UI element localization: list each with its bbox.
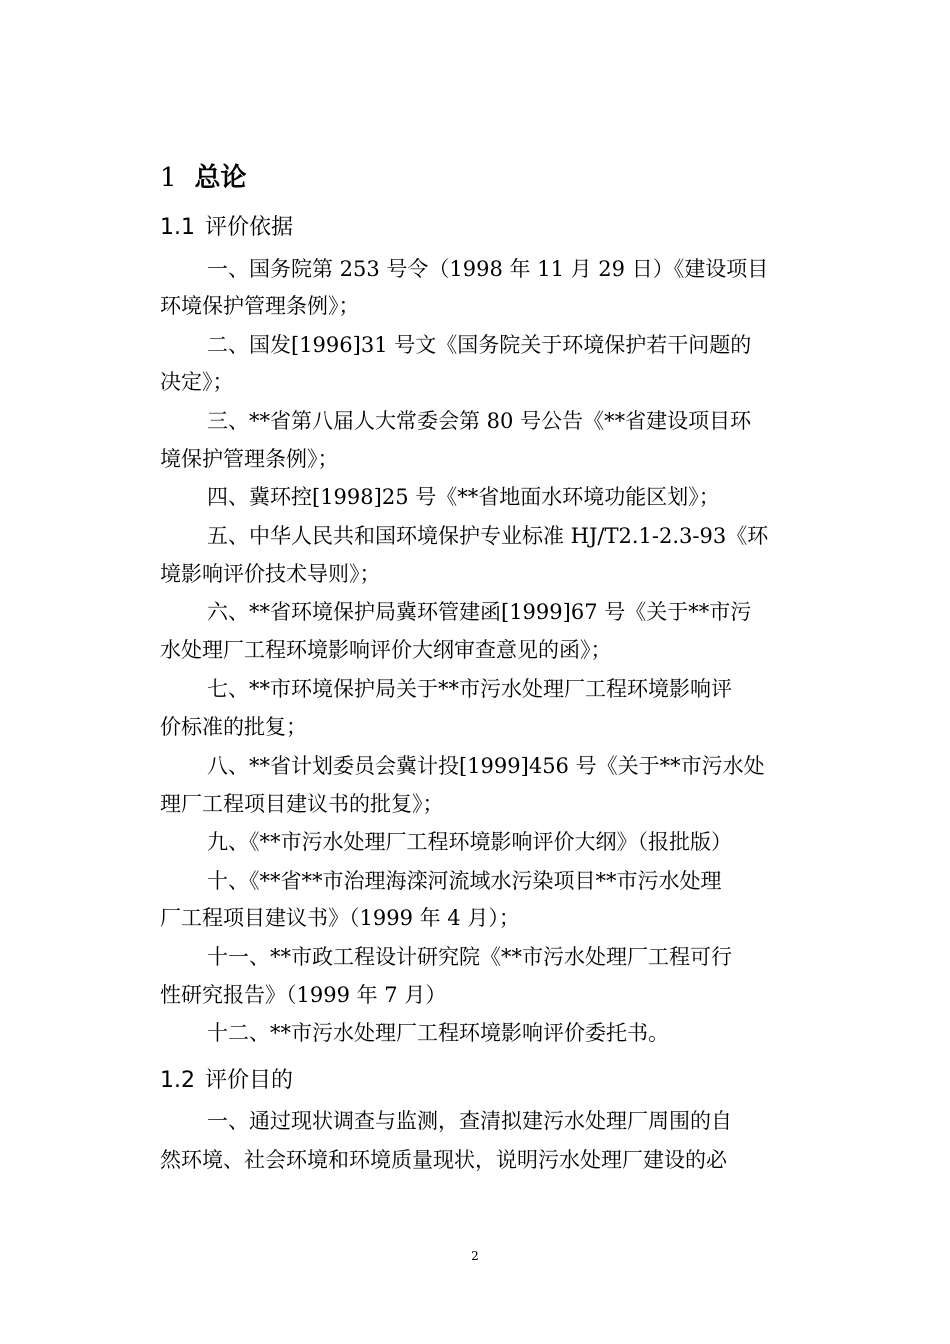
paragraph-line: 决定》； <box>160 370 234 394</box>
paragraph-line: 十二、**市污水处理厂工程环境影响评价委托书。 <box>207 1021 669 1045</box>
chapter-heading <box>160 160 247 196</box>
paragraph-line: 五、中华人民共和国环境保护专业标准 HJ/T2.1-2.3-93《环 <box>207 524 769 548</box>
paragraph-line: 一、通过现状调查与监测，查清拟建污水处理厂周围的自 <box>207 1109 732 1133</box>
paragraph-line: 境影响评价技术导则》； <box>160 562 381 586</box>
section-title-text: 评价依据 <box>205 215 294 240</box>
paragraph-line: 二、国发[1996]31 号文《国务院关于环境保护若干问题的 <box>207 333 752 357</box>
paragraph-line: 厂工程项目建议书》（1999 年 4 月）； <box>160 906 520 930</box>
paragraph-line: 十一、**市政工程设计研究院《**市污水处理厂工程可行 <box>207 945 732 969</box>
section-number: 1.2 <box>160 1068 195 1093</box>
paragraph-line: 六、**省环境保护局冀环管建函[1999]67 号《关于**市污 <box>207 600 752 624</box>
paragraph-line: 理厂工程项目建议书的批复》； <box>160 792 444 816</box>
paragraph-line: 性研究报告》（1999 年 7 月） <box>160 983 447 1007</box>
chapter-number: 1 <box>160 163 177 193</box>
chapter-title-text: 总论 <box>194 163 247 193</box>
paragraph-line: 价标准的批复； <box>160 715 307 739</box>
section-heading-1-2 <box>160 1066 293 1096</box>
section-number: 1.1 <box>160 215 195 240</box>
paragraph-line: 九、《**市污水处理厂工程环境影响评价大纲》（报批版） <box>207 830 732 854</box>
paragraph-line: 境保护管理条例》； <box>160 447 339 471</box>
paragraph-line: 十、《**省**市治理海滦河流域水污染项目**市污水处理 <box>207 869 722 893</box>
paragraph-line: 七、**市环境保护局关于**市污水处理厂工程环境影响评 <box>207 677 732 701</box>
paragraph-line: 环境保护管理条例》； <box>160 294 360 318</box>
page-number: 2 <box>471 1249 479 1263</box>
paragraph-line: 八、**省计划委员会冀计投[1999]456 号《关于**市污水处 <box>207 754 765 778</box>
section-heading-1-1 <box>160 213 293 243</box>
section-title-text: 评价目的 <box>205 1068 294 1093</box>
paragraph-line: 四、冀环控[1998]25 号《**省地面水环境功能区划》； <box>207 485 720 509</box>
paragraph-line: 然环境、社会环境和环境质量现状，说明污水处理厂建设的必 <box>160 1148 727 1172</box>
paragraph-line: 水处理厂工程环境影响评价大纲审查意见的函》； <box>160 638 612 662</box>
paragraph-line: 三、**省第八届人大常委会第 80 号公告《**省建设项目环 <box>207 409 752 433</box>
paragraph-line: 一、国务院第 253 号令（1998 年 11 月 29 日）《建设项目 <box>207 257 769 281</box>
